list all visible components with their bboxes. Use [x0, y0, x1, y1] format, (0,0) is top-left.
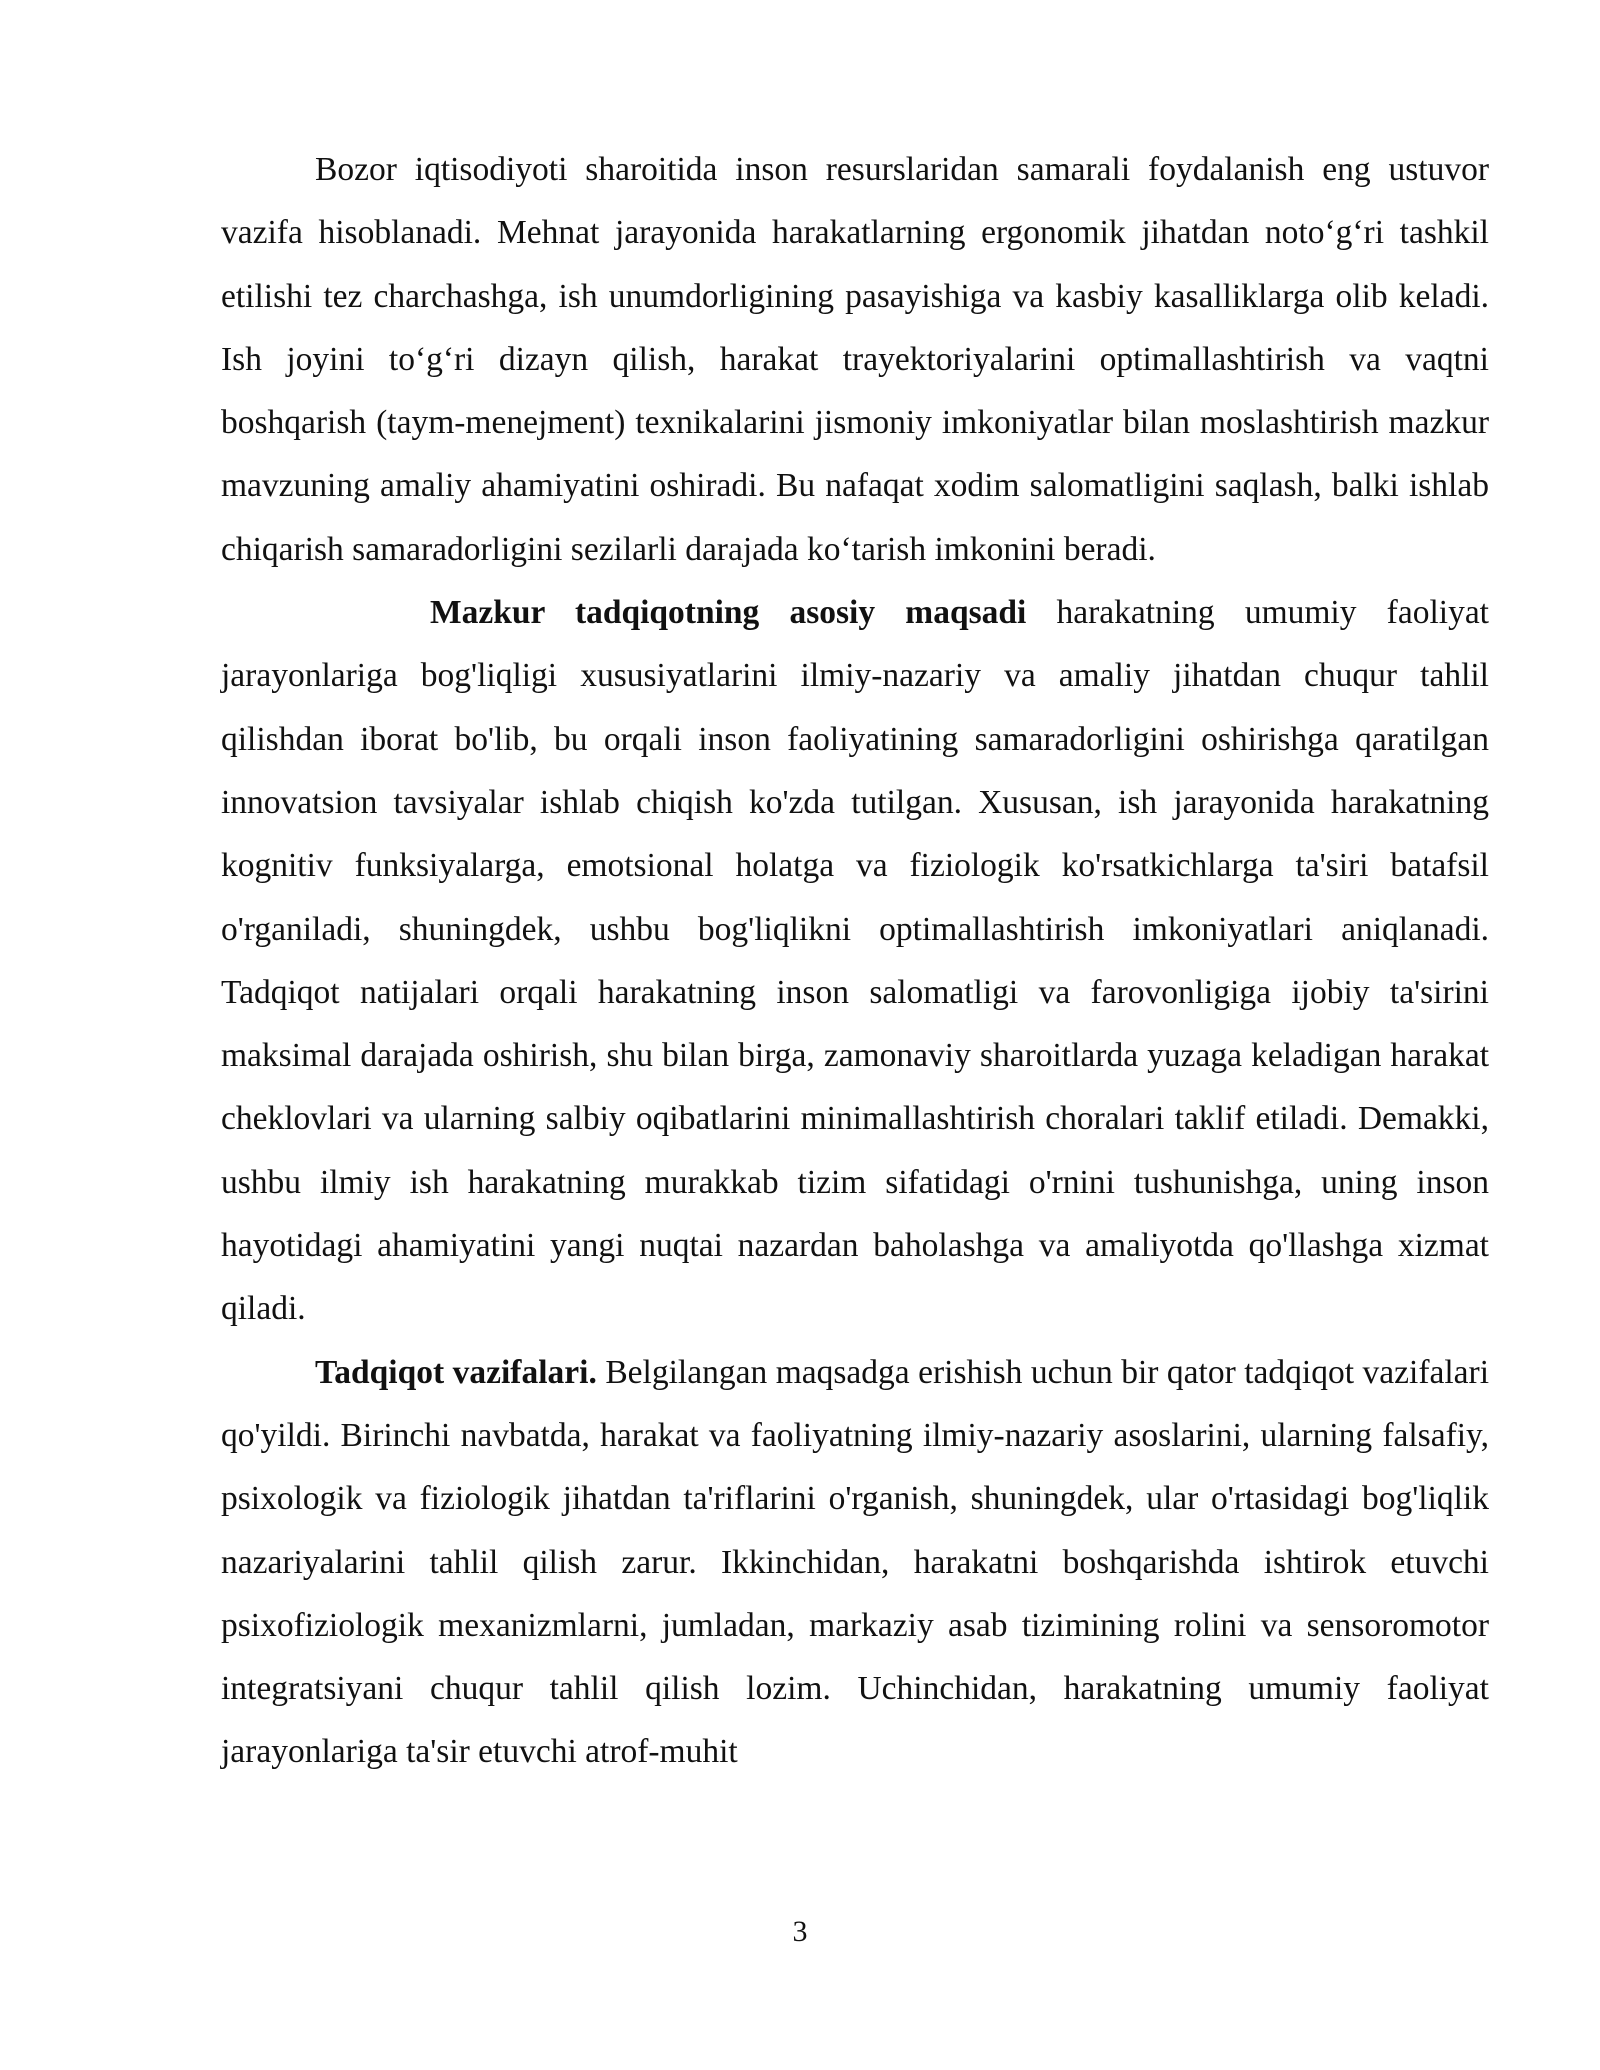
paragraph-text: harakatning umumiy faoliyat jarayonlariga bog'liqligi xususiyatlarini ilmiy-nazariy va amaliy jihatdan chuqur tahlil qilishdan iborat bo'lib, bu orqali inson faoliyatining samaradorligini oshirishga qaratilgan innovatsion tavsiyalar ishlab chiqish ko'zda tutilgan. Xususan, ish jarayonida harakatning kognitiv funksiyalarga, emotsional holatga va fiziologik ko'rsatkichlarga ta'siri batafsil o'rganiladi, shuningdek, ushbu bog'liqlikni optimallashtirish imkoniyatlari aniqlanadi. Tadqiqot natijalari orqali harakatning inson salomatligi va farovonligiga ijobiy ta'sirini maksimal darajada oshirish, shu bilan birga, zamonaviy sharoitlarda yuzaga keladigan harakat cheklovlari va ularning salbiy oqibatlarini minimallashtirish choralari taklif etiladi. Demakki, ushbu ilmiy ish harakatning murakkab tizim sifatidagi o'rnini tushunishga, uning inson hayotidagi ahamiyatini yangi nuqtai nazardan baholashga va amaliyotda qo'llashga xizmat qiladi.: [221, 594, 1489, 1328]
paragraph-tasks: [221, 1341, 1489, 1784]
paragraph-lead: Mazkur tadqiqotning asosiy maqsadi: [430, 594, 1027, 632]
paragraph-goal: [221, 581, 1489, 1341]
page-number: 3: [792, 1915, 808, 1948]
paragraph-lead: Tadqiqot vazifalari.: [315, 1353, 597, 1391]
paragraph-intro: [221, 138, 1489, 581]
paragraph-text: Bozor iqtisodiyoti sharoitida inson resurslaridan samarali foydalanish eng ustuvor vazifa hisoblanadi. Mehnat jarayonida harakatlarning ergonomik jihatdan noto‘g‘ri tashkil etilishi tez charchashga, ish unumdorligining pasayishiga va kasbiy kasalliklarga olib keladi. Ish joyini to‘g‘ri dizayn qilish, harakat trayektoriyalarini optimallashtirish va vaqtni boshqarish (taym-menejment) texnikalarini jismoniy imkoniyatlar bilan moslashtirish mazkur mavzuning amaliy ahamiyatini oshiradi. Bu nafaqat xodim salomatligini saqlash, balki ishlab chiqarish samaradorligini sezilarli darajada ko‘tarish imkonini beradi.: [221, 151, 1489, 568]
paragraph-text: Belgilangan maqsadga erishish uchun bir qator tadqiqot vazifalari qo'yildi. Birinchi navbatda, harakat va faoliyatning ilmiy-nazariy asoslarini, ularning falsafiy, psixologik va fiziologik jihatdan ta'riflarini o'rganish, shuningdek, ular o'rtasidagi bog'liqlik nazariyalarini tahlil qilish zarur. Ikkinchidan, harakatni boshqarishda ishtirok etuvchi psixofiziologik mexanizmlarni, jumladan, markaziy asab tizimining rolini va sensoromotor integratsiyani chuqur tahlil qilish lozim. Uchinchidan, harakatning umumiy faoliyat jarayonlariga ta'sir etuvchi atrof-muhit: [221, 1353, 1490, 1771]
document-body: [221, 138, 1489, 1784]
